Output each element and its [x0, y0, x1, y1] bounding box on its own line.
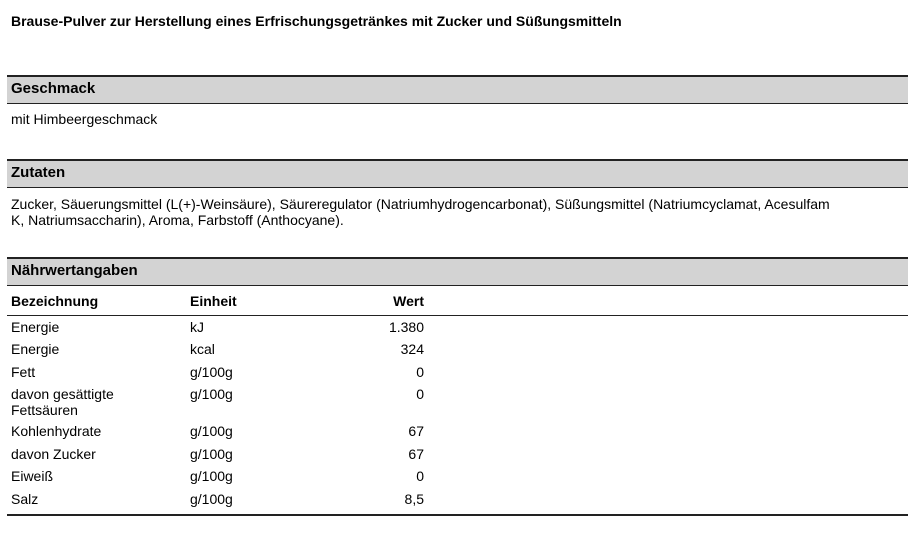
nutrient-unit: g/100g: [190, 364, 233, 380]
section-heading: Nährwertangaben: [11, 262, 138, 279]
document-title: Brause-Pulver zur Herstellung eines Erfrischungsgetränkes mit Zucker und Süßungsmitteln: [11, 13, 622, 29]
nutrient-name: Kohlenhydrate: [11, 423, 102, 439]
table-bottom-rule: [7, 514, 908, 516]
nutrient-unit: g/100g: [190, 423, 233, 439]
nutrient-value: 67: [408, 446, 424, 462]
nutrient-value: 324: [400, 341, 424, 357]
nutrient-value: 0: [416, 364, 424, 380]
section-header-naehrwerte: [7, 257, 908, 286]
column-header-value: Wert: [393, 293, 424, 309]
column-header-name: Bezeichnung: [11, 293, 99, 309]
ingredients-text: [11, 196, 830, 228]
nutrient-name: [11, 386, 181, 418]
nutrient-value: 0: [416, 468, 424, 484]
nutrient-name-line: Fettsäuren: [11, 402, 78, 418]
ingredients-line: Zucker, Säuerungsmittel (L(+)-Weinsäure), Säureregulator (Natriumhydrogencarbonat), Süßungsmittel (Natriumcyclamat, Acesulfam: [11, 196, 830, 212]
table-header-divider: [7, 315, 908, 316]
nutrient-unit: kcal: [190, 341, 215, 357]
nutrient-name: davon Zucker: [11, 446, 96, 462]
nutrient-name-line: davon gesättigte: [11, 386, 114, 402]
ingredients-line: K, Natriumsaccharin), Aroma, Farbstoff (Anthocyane).: [11, 212, 344, 228]
nutrient-name: Fett: [11, 364, 36, 380]
nutrient-value: 1.380: [388, 319, 424, 335]
nutrient-value: 0: [416, 386, 424, 402]
section-heading: Zutaten: [11, 164, 66, 181]
nutrient-unit: g/100g: [190, 386, 233, 402]
nutrient-unit: g/100g: [190, 446, 233, 462]
section-heading: Geschmack: [11, 80, 96, 97]
nutrient-unit: kJ: [190, 319, 204, 335]
nutrient-name: Eiweiß: [11, 468, 54, 484]
nutrient-unit: g/100g: [190, 491, 233, 507]
nutrient-value: 8,5: [404, 491, 424, 507]
nutrient-unit: g/100g: [190, 468, 233, 484]
nutrient-name: Salz: [11, 491, 39, 507]
section-header-zutaten: [7, 159, 908, 188]
section-header-geschmack: [7, 75, 908, 104]
nutrient-name: Energie: [11, 319, 60, 335]
flavor-text: mit Himbeergeschmack: [11, 111, 158, 127]
nutrient-value: 67: [408, 423, 424, 439]
column-header-unit: Einheit: [190, 293, 237, 309]
nutrient-name: Energie: [11, 341, 60, 357]
